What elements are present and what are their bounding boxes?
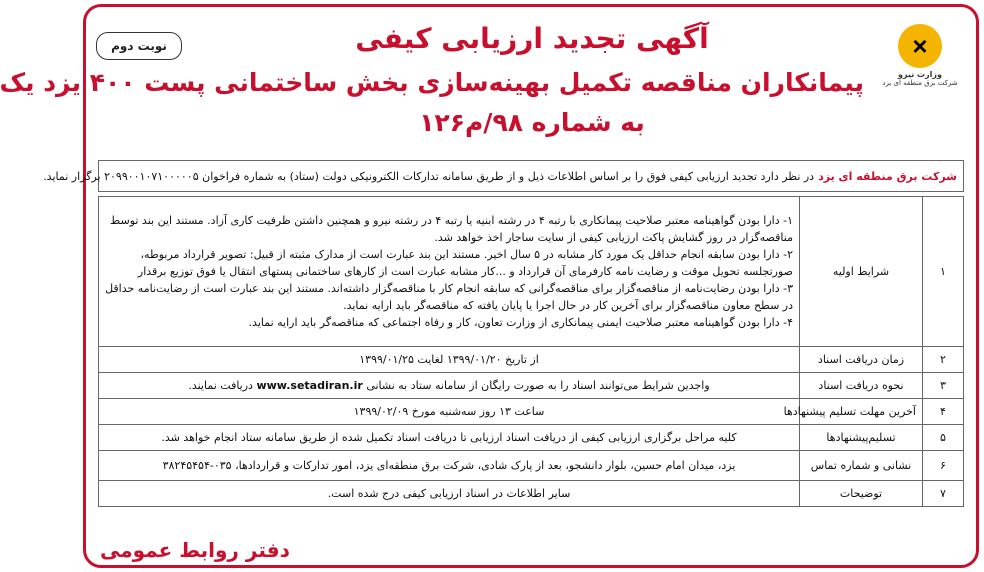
row-label: زمان دریافت اسناد <box>800 347 923 373</box>
table-row <box>99 399 964 425</box>
intro-company: شرکت برق منطقه ای یزد <box>818 169 957 183</box>
row-number: ۲ <box>923 347 964 373</box>
logo-line2: شرکت برق منطقه ای یزد <box>882 79 958 87</box>
condition-item: ۲- دارا بودن سابقه انجام حداقل یک مورد کار مشابه در ۵ سال اخیر. مستند این بند عبارت است از مدارک مثبته از قبیل: تصویر قرارداد مربوطه، صورتجلسه تحویل موقت و رضایت نامه کارفرمای آن قرارداد و ...کار مشابه عبارت است از کارهای ساختمانی پستهای انتقال یا فوق توزیع برقدار <box>137 248 793 278</box>
setadiran-link[interactable]: www.setadiran.ir <box>256 379 363 392</box>
table-row <box>99 425 964 451</box>
row-label: تسلیم‌پیشنهادها <box>800 425 923 451</box>
logo <box>870 24 970 102</box>
intro-body: در نظر دارد تجدید ارزیابی کیفی فوق را بر اساس اطلاعات ذیل و از طریق سامانه تدارکات الکترونیکی دولت (ستاد) به شماره فراخوان ۲۰۹۹۰۰۱۰۷۱۰۰۰۰۰۵ برگزار نماید. <box>43 169 815 183</box>
row-value: سایر اطلاعات در اسناد ارزیابی کیفی درج شده است. <box>99 481 800 507</box>
row-label: آخرین مهلت تسلیم پیشنهادها <box>800 399 923 425</box>
table-row <box>99 373 964 399</box>
row-value-post: دریافت نمایند. <box>188 379 253 392</box>
ministry-of-energy-logo-icon: × <box>898 24 942 68</box>
logo-line1: وزارت نیرو <box>898 70 942 79</box>
condition-item: ۴- دارا بودن گواهینامه معتبر صلاحیت ایمنی پیمانکاری از وزارت تعاون، کار و رفاه اجتماعی که مناقصه‌گر باید ارایه نماید. <box>248 316 793 329</box>
row-value: ساعت ۱۳ روز سه‌شنبه مورخ ۱۳۹۹/۰۲/۰۹ <box>99 399 800 425</box>
row-number: ۷ <box>923 481 964 507</box>
title-line1: آگهی تجدید ارزیابی کیفی <box>355 22 709 55</box>
table-row <box>99 197 964 347</box>
row-number: ۶ <box>923 451 964 481</box>
row-conditions <box>99 197 800 347</box>
table-row <box>99 347 964 373</box>
row-number: ۳ <box>923 373 964 399</box>
table-row <box>99 451 964 481</box>
row-label: شرایط اولیه <box>800 197 923 347</box>
condition-item: ۳- دارا بودن رضایت‌نامه از مناقصه‌گزار برای مناقصه‌گرانی که سابقه انجام کار با مناقصه‌گزار داشته‌اند. مستند این بند عبارت است از رضایت‌نامه حداقل در سطح معاون مناقصه‌گزار برای آخرین کار در حال اجرا یا پایان یافته که مناقصه‌گر باید ارایه نماید. <box>105 282 793 312</box>
row-value-pre: واجدین شرایط می‌توانند اسناد را به صورت رایگان از سامانه ستاد به نشانی <box>366 379 710 392</box>
conditions-table <box>98 196 964 507</box>
intro-text <box>43 160 964 192</box>
row-number: ۵ <box>923 425 964 451</box>
row-label: نحوه دریافت اسناد <box>800 373 923 399</box>
row-label: نشانی و شماره تماس <box>800 451 923 481</box>
table-row <box>99 481 964 507</box>
public-relations-footer: دفتر روابط عمومی <box>100 538 290 562</box>
row-value <box>99 373 800 399</box>
round-badge: نوبت دوم <box>96 32 182 60</box>
title-line3: به شماره ۹۸/م۱۲۶ <box>419 108 645 137</box>
row-value: یزد، میدان امام حسین، بلوار دانشجو، بعد از پارک شادی، شرکت برق منطقه‌ای یزد، امور تدارکات و قراردادها، ۰۳۵-۳۸۲۴۵۴۵۴ <box>99 451 800 481</box>
row-number: ۴ <box>923 399 964 425</box>
title-line2: پیمانکاران مناقصه تکمیل بهینه‌سازی بخش ساختمانی پست ۴۰۰ یزد یک <box>0 68 864 97</box>
row-value: کلیه مراحل برگزاری ارزیابی کیفی از دریافت اسناد ارزیابی تا دریافت اسناد تکمیل شده از طریق سامانه ستاد انجام خواهد شد. <box>99 425 800 451</box>
row-number: ۱ <box>923 197 964 347</box>
row-value: از تاریخ ۱۳۹۹/۰۱/۲۰ لغایت ۱۳۹۹/۰۱/۲۵ <box>99 347 800 373</box>
condition-item: ۱- دارا بودن گواهینامه معتبر صلاحیت پیمانکاری با رتبه ۴ در رشته ابنیه یا رتبه ۴ در رشته نیرو و همچنین داشتن ظرفیت کاری آزاد. مستند این بند توسط مناقصه‌گزار در روز گشایش پاکت ارزیابی کیفی از سایت ساجار اخذ خواهد شد. <box>110 214 793 244</box>
row-label: توضیحات <box>800 481 923 507</box>
